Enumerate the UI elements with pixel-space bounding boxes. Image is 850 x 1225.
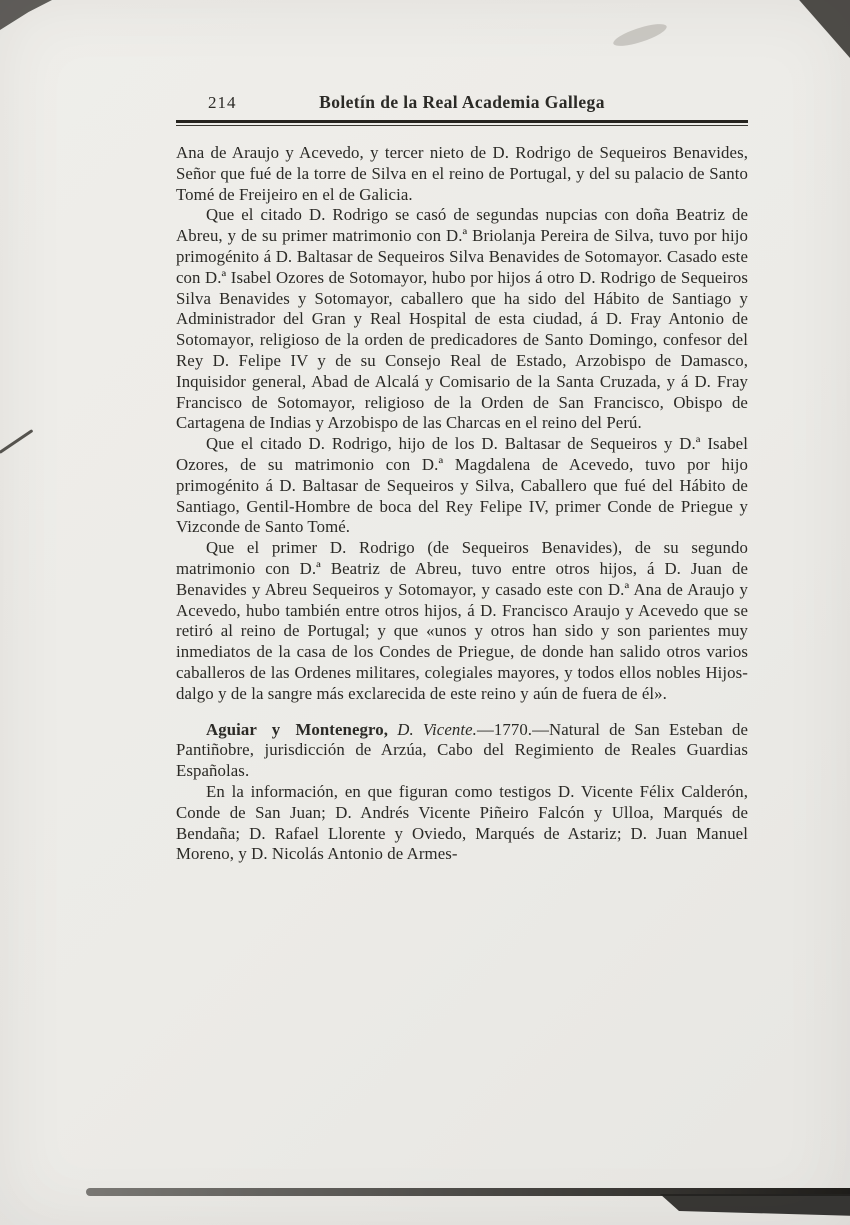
page-number: 214 bbox=[208, 93, 237, 112]
scan-artifact-corner-bottom-right bbox=[660, 1194, 850, 1225]
entry-person: D. Vicente. bbox=[397, 719, 477, 739]
scan-artifact-corner-top-left bbox=[0, 0, 52, 30]
page-content bbox=[176, 92, 748, 865]
journal-title: Boletín de la Real Academia Gallega bbox=[319, 92, 605, 112]
page-body bbox=[176, 143, 748, 865]
scan-smudge bbox=[611, 20, 669, 51]
scan-artifact-corner-top-right bbox=[788, 0, 850, 58]
paragraph: Que el citado D. Rodrigo se casó de segundas nupcias con doña Beatriz de Abreu, y de su primer matrimonio con D.ª Briolanja Pereira de Silva, tuvo por hijo primogénito á D. Baltasar de Sequeiros Silva Benavides de Sotomayor. Casado este con D.ª Isabel Ozores de Sotomayor, hubo por hijos á otro D. Rodrigo de Sequeiros Silva Benavides y Sotomayor, caballero que ha sido del Hábito de Santiago y Administrador del Gran y Real Hospital de esta ciudad, á D. Fray Antonio de Sotomayor, religioso de la orden de predicadores de Santo Domingo, confesor del Rey D. Felipe IV y de su Consejo Real de Estado, Arzobispo de Damasco, Inquisidor general, Abad de Alcalá y Comisario de la Santa Cruzada, y á D. Fray Francisco de Sotomayor, religioso de la Orden de San Francisco, Obispo de Cartagena de Indias y Arzobispo de las Charcas en el reino del Perú. bbox=[176, 205, 748, 433]
scan-artifact-bottom-edge bbox=[86, 1188, 850, 1196]
paragraph: En la información, en que figuran como testigos D. Vicente Félix Calderón, Conde de San Juan; D. Andrés Vicente Piñeiro Falcón y Ulloa, Marqués de Bendaña; D. Rafael Llorente y Oviedo, Marqués de Astariz; D. Juan Manuel Moreno, y D. Nicolás Antonio de Armes- bbox=[176, 781, 748, 864]
entry-paragraph bbox=[176, 720, 748, 782]
entry-name: Aguiar y Montenegro, bbox=[206, 719, 389, 739]
page-header bbox=[176, 92, 748, 116]
paragraph: Que el primer D. Rodrigo (de Sequeiros Benavides), de su segundo matrimonio con D.ª Beatriz de Abreu, tuvo entre otros hijos, á D. Juan de Benavides y Abreu Sequeiros y Sotomayor, y casado este con D.ª Ana de Araujo y Acevedo, hubo también entre otros hijos, á D. Francisco Araujo y Acevedo que se retiró al reino de Portugal; y que «unos y otros han sido y son parientes muy inmediatos de la casa de los Condes de Priegue, de donde han salido otros varios caballeros de las Ordenes militares, colegiales mayores, y todos ellos nobles Hijos-dalgo y de la sangre más exclarecida de este reino y aún de fuera de él». bbox=[176, 538, 748, 703]
header-rule bbox=[176, 120, 748, 126]
paragraph-continuation: Ana de Araujo y Acevedo, y tercer nieto de D. Rodrigo de Sequeiros Benavides, Señor que fué de la torre de Silva en el reino de Portugal, y del su palacio de Santo Tomé de Freijeiro en el de Galicia. bbox=[176, 143, 748, 204]
entry-details: —1770.—Natural de San Esteban de Pantiñobre, jurisdicción de Arzúa, Cabo del Regimiento de Reales Guardias Españolas. bbox=[176, 719, 749, 781]
scan-pen-mark bbox=[0, 429, 33, 454]
paragraph: Que el citado D. Rodrigo, hijo de los D. Baltasar de Sequeiros y D.ª Isabel Ozores, de su matrimonio con D.ª Magdalena de Acevedo, tuvo por hijo primogénito á D. Baltasar de Sequeiros y Silva, Caballero que fué del Hábito de Santiago, Gentil-Hombre de boca del Rey Felipe IV, primer Conde de Priegue y Vizconde de Santo Tomé. bbox=[176, 434, 748, 537]
